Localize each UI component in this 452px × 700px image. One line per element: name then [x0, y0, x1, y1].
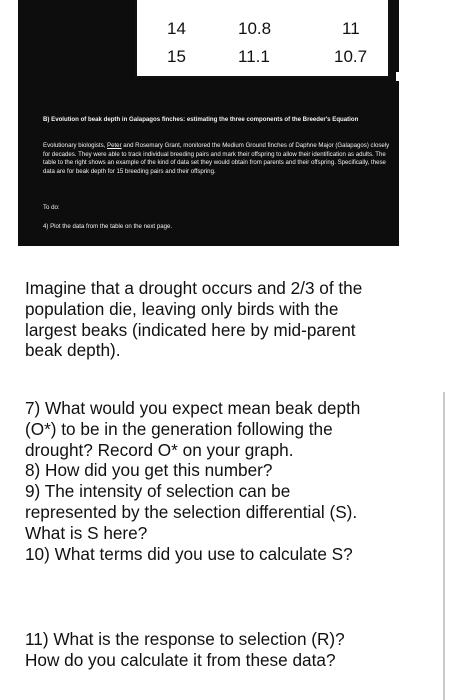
todo-label: To do:	[43, 204, 60, 211]
text-line: population die, leaving only birds with the	[25, 298, 339, 319]
scenario-text	[25, 278, 420, 361]
table-cell-r2-c2: 11.1	[238, 47, 270, 66]
table-cell-r2-c3: 10.7	[334, 47, 368, 66]
table-cell-r2-c1: 15	[167, 47, 186, 66]
paragraph-name: Peter	[107, 142, 122, 149]
table-cell-r1-c3: 11	[342, 19, 360, 38]
table-cell-r1-c1: 14	[167, 19, 186, 38]
question-line: 7) What would you expect mean beak depth	[25, 398, 361, 418]
paragraph-post: and Rosemary Grant, monitored the Medium Ground finches of Daphne Major (Galapagos) closely for decades. They were able to track individual breeding pairs and mark their offspring to allow their identification as adults. The table to the right shows an example of the kind of data set they would obtain from parents and their offspring. Specifically, these data are for beak depth for 15 breeding pairs and their offspring.	[43, 142, 390, 175]
todo-item: 4) Plot the data from the table on the next page.	[43, 223, 173, 230]
worksheet-image	[18, 0, 399, 246]
section-heading: B) Evolution of beak depth in Galapagos finches: estimating the three components of the Breeder's Equation	[43, 116, 359, 123]
question-line: 9) The intensity of selection can be	[25, 481, 291, 502]
question-list	[25, 398, 420, 564]
question-line: represented by the selection differential (S).	[25, 501, 358, 522]
body-paragraph	[43, 142, 391, 176]
corner-marker	[396, 72, 405, 81]
question-line: 11) What is the response to selection (R)?	[25, 629, 345, 649]
final-question	[25, 629, 420, 671]
question-line: How do you calculate it from these data?	[25, 649, 336, 670]
paragraph-pre: Evolutionary biologists,	[43, 142, 108, 149]
table-cell-r1-c2: 10.8	[238, 19, 272, 38]
text-line: largest beaks (indicated here by mid-parent	[25, 319, 356, 340]
data-table	[135, 0, 390, 78]
question-line: drought? Record O* on your graph.	[25, 439, 294, 460]
text-line: Imagine that a drought occurs and 2/3 of the	[25, 278, 363, 298]
question-line: (O*) to be in the generation following the	[25, 418, 333, 439]
question-line: What is S here?	[25, 522, 148, 543]
question-line: 8) How did you get this number?	[25, 460, 273, 481]
text-line: beak depth).	[25, 340, 121, 361]
scrollbar[interactable]	[443, 392, 445, 700]
question-line: 10) What terms did you use to calculate S?	[25, 543, 353, 564]
